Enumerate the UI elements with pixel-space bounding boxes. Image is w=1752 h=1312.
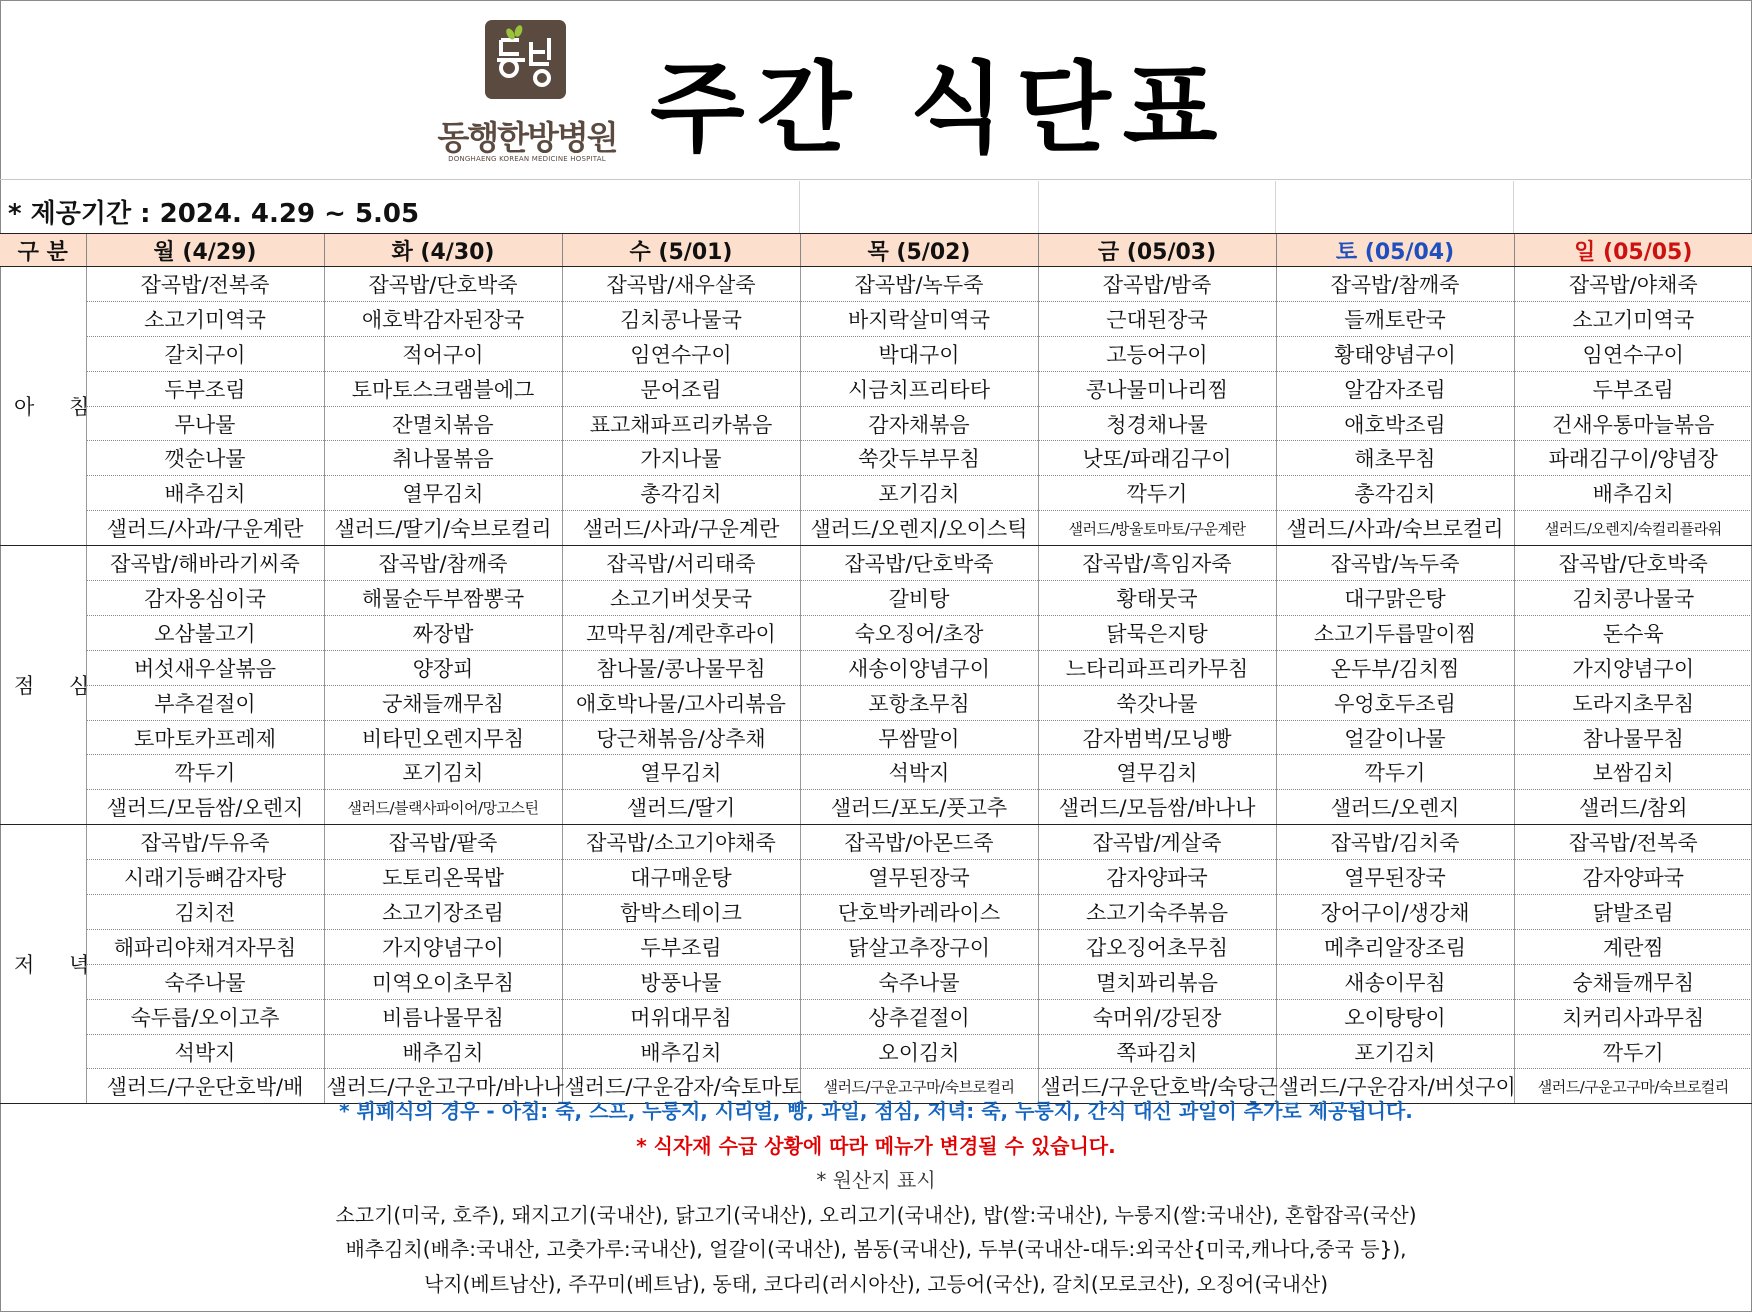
menu-cell: 잡곡밥/전복죽 <box>1514 825 1752 860</box>
table-row <box>0 615 1752 650</box>
menu-cell: 보쌈김치 <box>1514 755 1752 790</box>
menu-cell: 단호박카레라이스 <box>800 895 1038 930</box>
menu-cell: 소고기장조림 <box>324 895 562 930</box>
menu-change-note: * 식자재 수급 상황에 따라 메뉴가 변경될 수 있습니다. <box>636 1133 1116 1158</box>
menu-cell: 배추김치 <box>86 476 324 511</box>
menu-cell: 소고기두릅말이찜 <box>1276 615 1514 650</box>
menu-cell: 황태뭇국 <box>1038 581 1276 616</box>
menu-cell: 샐러드/오렌지 <box>1276 790 1514 825</box>
menu-cell: 깍두기 <box>1038 476 1276 511</box>
day-header-fri: 금 (05/03) <box>1038 234 1276 267</box>
menu-cell: 우엉호두조림 <box>1276 685 1514 720</box>
menu-cell: 잡곡밥/팥죽 <box>324 825 562 860</box>
menu-cell: 비타민오렌지무침 <box>324 720 562 755</box>
weekly-menu-table <box>0 233 1752 1104</box>
menu-cell: 근대된장국 <box>1038 301 1276 336</box>
menu-cell: 샐러드/블랙사파이어/망고스틴 <box>324 790 562 825</box>
menu-cell: 숙오징어/초장 <box>800 615 1038 650</box>
menu-cell: 잡곡밥/단호박죽 <box>800 546 1038 581</box>
menu-cell: 애호박조림 <box>1276 406 1514 441</box>
menu-cell: 당근채볶음/상추채 <box>562 720 800 755</box>
hospital-name: 동행한방병원 <box>437 118 617 157</box>
table-row <box>0 685 1752 720</box>
menu-cell: 포기김치 <box>800 476 1038 511</box>
meal-label: 점 심 <box>0 546 86 825</box>
table-row <box>0 860 1752 895</box>
day-header-mon: 월 (4/29) <box>86 234 324 267</box>
menu-cell: 장어구이/생강채 <box>1276 895 1514 930</box>
menu-cell: 잡곡밥/야채죽 <box>1514 267 1752 302</box>
menu-cell: 숙두릅/오이고추 <box>86 999 324 1034</box>
menu-cell: 꼬막무침/계란후라이 <box>562 615 800 650</box>
menu-cell: 낫또/파래김구이 <box>1038 441 1276 476</box>
menu-cell: 소고기버섯뭇국 <box>562 581 800 616</box>
menu-cell: 짜장밥 <box>324 615 562 650</box>
hospital-name-english: DONGHAENG KOREAN MEDICINE HOSPITAL <box>448 155 606 163</box>
menu-cell: 샐러드/포도/풋고추 <box>800 790 1038 825</box>
menu-cell: 닭묵은지탕 <box>1038 615 1276 650</box>
day-header-sat: 토 (05/04) <box>1276 234 1514 267</box>
menu-cell: 배추김치 <box>324 1034 562 1069</box>
origin-line: 낙지(베트남산), 주꾸미(베트남), 동태, 코다리(러시아산), 고등어(국산), 갈치(모로코산), 오징어(국내산) <box>423 1271 1329 1296</box>
menu-cell: 감자양파국 <box>1514 860 1752 895</box>
menu-cell: 청경채나물 <box>1038 406 1276 441</box>
menu-cell: 오삼불고기 <box>86 615 324 650</box>
menu-cell: 돈수육 <box>1514 615 1752 650</box>
table-row <box>0 650 1752 685</box>
menu-cell: 샐러드/구운단호박/숙당근 <box>1038 1069 1276 1104</box>
menu-cell: 고등어구이 <box>1038 336 1276 371</box>
menu-cell: 열무된장국 <box>1276 860 1514 895</box>
menu-cell: 잡곡밥/게살죽 <box>1038 825 1276 860</box>
menu-cell: 두부조림 <box>562 929 800 964</box>
menu-cell: 두부조림 <box>86 371 324 406</box>
menu-cell: 잡곡밥/녹두죽 <box>1276 546 1514 581</box>
menu-cell: 포기김치 <box>1276 1034 1514 1069</box>
table-row <box>0 441 1752 476</box>
menu-cell: 새송이무침 <box>1276 964 1514 999</box>
menu-cell: 오이탕탕이 <box>1276 999 1514 1034</box>
menu-cell: 표고채파프리카볶음 <box>562 406 800 441</box>
menu-cell: 샐러드/딸기/숙브로컬리 <box>324 511 562 546</box>
menu-cell: 애호박감자된장국 <box>324 301 562 336</box>
menu-cell: 해초무침 <box>1276 441 1514 476</box>
menu-cell: 오이김치 <box>800 1034 1038 1069</box>
day-header-sun: 일 (05/05) <box>1514 234 1752 267</box>
table-row <box>0 895 1752 930</box>
menu-cell: 함박스테이크 <box>562 895 800 930</box>
table-row <box>0 999 1752 1034</box>
menu-cell: 포항초무침 <box>800 685 1038 720</box>
menu-cell: 포기김치 <box>324 755 562 790</box>
menu-cell: 부추겉절이 <box>86 685 324 720</box>
menu-cell: 소고기숙주볶음 <box>1038 895 1276 930</box>
menu-cell: 갈치구이 <box>86 336 324 371</box>
table-row <box>0 336 1752 371</box>
menu-cell: 대구매운탕 <box>562 860 800 895</box>
menu-cell: 닭살고추장구이 <box>800 929 1038 964</box>
menu-cell: 잡곡밥/밤죽 <box>1038 267 1276 302</box>
menu-body <box>0 267 1752 1104</box>
hospital-logo <box>485 20 566 99</box>
menu-cell: 숙주나물 <box>800 964 1038 999</box>
day-header-wed: 수 (5/01) <box>562 234 800 267</box>
menu-cell: 황태양념구이 <box>1276 336 1514 371</box>
menu-cell: 샐러드/모듬쌈/바나나 <box>1038 790 1276 825</box>
table-row <box>0 825 1752 860</box>
menu-cell: 깍두기 <box>1276 755 1514 790</box>
menu-cell: 계란찜 <box>1514 929 1752 964</box>
menu-cell: 무쌈말이 <box>800 720 1038 755</box>
menu-cell: 메추리알장조림 <box>1276 929 1514 964</box>
menu-cell: 샐러드/모듬쌈/오렌지 <box>86 790 324 825</box>
menu-cell: 김치전 <box>86 895 324 930</box>
menu-cell: 적어구이 <box>324 336 562 371</box>
menu-cell: 샐러드/참외 <box>1514 790 1752 825</box>
meal-label: 저 녁 <box>0 825 86 1104</box>
day-header-tue: 화 (4/30) <box>324 234 562 267</box>
menu-cell: 잡곡밥/서리태죽 <box>562 546 800 581</box>
menu-cell: 열무김치 <box>324 476 562 511</box>
menu-cell: 멸치꽈리볶음 <box>1038 964 1276 999</box>
menu-cell: 감자범벅/모닝빵 <box>1038 720 1276 755</box>
table-row <box>0 720 1752 755</box>
menu-cell: 두부조림 <box>1514 371 1752 406</box>
meal-label: 아 침 <box>0 267 86 546</box>
table-row <box>0 790 1752 825</box>
menu-cell: 김치콩나물국 <box>562 301 800 336</box>
menu-cell: 온두부/김치찜 <box>1276 650 1514 685</box>
menu-cell: 잡곡밥/참깨죽 <box>1276 267 1514 302</box>
menu-cell: 열무김치 <box>562 755 800 790</box>
menu-cell: 감자옹심이국 <box>86 581 324 616</box>
table-row <box>0 406 1752 441</box>
menu-cell: 샐러드/구운고구마/숙브로컬리 <box>800 1069 1038 1104</box>
menu-cell: 문어조림 <box>562 371 800 406</box>
logo-mark-icon <box>495 34 555 86</box>
menu-cell: 총각김치 <box>1276 476 1514 511</box>
menu-cell: 잡곡밥/두유죽 <box>86 825 324 860</box>
table-row <box>0 371 1752 406</box>
menu-cell: 해물순두부짬뽕국 <box>324 581 562 616</box>
menu-cell: 잡곡밥/녹두죽 <box>800 267 1038 302</box>
menu-cell: 궁채들깨무침 <box>324 685 562 720</box>
menu-cell: 애호박나물/고사리볶음 <box>562 685 800 720</box>
period-empty-cells <box>799 181 1752 233</box>
footer-notes <box>0 1094 1752 1301</box>
menu-cell: 박대구이 <box>800 336 1038 371</box>
menu-cell: 임연수구이 <box>562 336 800 371</box>
origin-title: * 원산지 표시 <box>816 1168 936 1192</box>
menu-cell: 갈비탕 <box>800 581 1038 616</box>
menu-cell: 숭채들깨무침 <box>1514 964 1752 999</box>
menu-cell: 잡곡밥/흑임자죽 <box>1038 546 1276 581</box>
menu-cell: 대구맑은탕 <box>1276 581 1514 616</box>
menu-cell: 얼갈이나물 <box>1276 720 1514 755</box>
menu-cell: 미역오이초무침 <box>324 964 562 999</box>
menu-cell: 잡곡밥/단호박죽 <box>1514 546 1752 581</box>
menu-cell: 쪽파김치 <box>1038 1034 1276 1069</box>
menu-cell: 샐러드/구운감자/버섯구이 <box>1276 1069 1514 1104</box>
table-row <box>0 929 1752 964</box>
menu-cell: 잡곡밥/참깨죽 <box>324 546 562 581</box>
menu-cell: 가지양념구이 <box>1514 650 1752 685</box>
table-row <box>0 755 1752 790</box>
menu-cell: 무나물 <box>86 406 324 441</box>
table-row <box>0 511 1752 546</box>
menu-cell: 참나물/콩나물무침 <box>562 650 800 685</box>
menu-cell: 쑥갓나물 <box>1038 685 1276 720</box>
menu-cell: 머위대무침 <box>562 999 800 1034</box>
menu-cell: 바지락살미역국 <box>800 301 1038 336</box>
menu-cell: 참나물무침 <box>1514 720 1752 755</box>
menu-cell: 샐러드/구운고구마/바나나 <box>324 1069 562 1104</box>
buffet-note: * 뷔페식의 경우 - 아침: 죽, 스프, 누룽지, 시리얼, 빵, 과일, 점심, 저녁: 죽, 누룽지, 간식 대신 과일이 추가로 제공됩니다. <box>339 1099 1413 1123</box>
menu-cell: 콩나물미나리찜 <box>1038 371 1276 406</box>
menu-cell: 총각김치 <box>562 476 800 511</box>
menu-cell: 시래기등뼈감자탕 <box>86 860 324 895</box>
menu-cell: 잡곡밥/아몬드죽 <box>800 825 1038 860</box>
menu-cell: 잡곡밥/소고기야채죽 <box>562 825 800 860</box>
origin-line: 소고기(미국, 호주), 돼지고기(국내산), 닭고기(국내산), 오리고기(국내산), 밥(쌀:국내산), 누룽지(쌀:국내산), 혼합잡곡(국산) <box>335 1202 1417 1227</box>
menu-cell: 잡곡밥/전복죽 <box>86 267 324 302</box>
menu-cell: 감자채볶음 <box>800 406 1038 441</box>
menu-cell: 비름나물무침 <box>324 999 562 1034</box>
menu-cell: 잡곡밥/단호박죽 <box>324 267 562 302</box>
menu-cell: 치커리사과무침 <box>1514 999 1752 1034</box>
table-row <box>0 476 1752 511</box>
menu-cell: 샐러드/방울토마토/구운계란 <box>1038 511 1276 546</box>
menu-cell: 방풍나물 <box>562 964 800 999</box>
menu-cell: 갑오징어초무침 <box>1038 929 1276 964</box>
menu-cell: 석박지 <box>800 755 1038 790</box>
menu-cell: 토마토카프레제 <box>86 720 324 755</box>
menu-cell: 시금치프리타타 <box>800 371 1038 406</box>
service-period: * 제공기간 : 2024. 4.29 ~ 5.05 <box>8 199 420 229</box>
menu-cell: 버섯새우살볶음 <box>86 650 324 685</box>
menu-cell: 배추김치 <box>1514 476 1752 511</box>
table-row <box>0 546 1752 581</box>
menu-cell: 새송이양념구이 <box>800 650 1038 685</box>
menu-cell: 숙머위/강된장 <box>1038 999 1276 1034</box>
table-row <box>0 581 1752 616</box>
menu-cell: 샐러드/오렌지/오이스틱 <box>800 511 1038 546</box>
menu-cell: 느타리파프리카무침 <box>1038 650 1276 685</box>
table-row <box>0 301 1752 336</box>
period-row <box>0 181 1752 233</box>
page-title: 주간 식단표 <box>650 52 1230 166</box>
menu-cell: 건새우통마늘볶음 <box>1514 406 1752 441</box>
menu-cell: 샐러드/사과/구운계란 <box>86 511 324 546</box>
table-header-row <box>0 234 1752 267</box>
menu-cell: 감자양파국 <box>1038 860 1276 895</box>
menu-cell: 김치콩나물국 <box>1514 581 1752 616</box>
menu-cell: 잡곡밥/해바라기씨죽 <box>86 546 324 581</box>
menu-cell: 깍두기 <box>1514 1034 1752 1069</box>
menu-cell: 해파리야채겨자무침 <box>86 929 324 964</box>
page-header <box>0 0 1752 180</box>
menu-cell: 샐러드/오렌지/숙컬리플라워 <box>1514 511 1752 546</box>
menu-cell: 알감자조림 <box>1276 371 1514 406</box>
menu-cell: 가지나물 <box>562 441 800 476</box>
menu-cell: 석박지 <box>86 1034 324 1069</box>
menu-cell: 들깨토란국 <box>1276 301 1514 336</box>
menu-cell: 파래김구이/양념장 <box>1514 441 1752 476</box>
menu-cell: 샐러드/구운고구마/숙브로컬리 <box>1514 1069 1752 1104</box>
menu-cell: 양장피 <box>324 650 562 685</box>
day-header-thu: 목 (5/02) <box>800 234 1038 267</box>
menu-cell: 잡곡밥/김치죽 <box>1276 825 1514 860</box>
corner-label: 구 분 <box>0 234 86 267</box>
menu-cell: 쑥갓두부무침 <box>800 441 1038 476</box>
menu-cell: 샐러드/구운단호박/배 <box>86 1069 324 1104</box>
menu-cell: 도토리온묵밥 <box>324 860 562 895</box>
menu-cell: 깍두기 <box>86 755 324 790</box>
menu-cell: 소고기미역국 <box>1514 301 1752 336</box>
menu-cell: 상추겉절이 <box>800 999 1038 1034</box>
menu-cell: 열무된장국 <box>800 860 1038 895</box>
menu-cell: 샐러드/구운감자/숙토마토 <box>562 1069 800 1104</box>
menu-cell: 취나물볶음 <box>324 441 562 476</box>
menu-cell: 숙주나물 <box>86 964 324 999</box>
menu-cell: 샐러드/딸기 <box>562 790 800 825</box>
table-row <box>0 964 1752 999</box>
menu-cell: 깻순나물 <box>86 441 324 476</box>
table-row <box>0 267 1752 302</box>
menu-cell: 소고기미역국 <box>86 301 324 336</box>
menu-cell: 도라지초무침 <box>1514 685 1752 720</box>
menu-cell: 배추김치 <box>562 1034 800 1069</box>
menu-cell: 샐러드/사과/구운계란 <box>562 511 800 546</box>
menu-cell: 닭발조림 <box>1514 895 1752 930</box>
menu-cell: 샐러드/사과/숙브로컬리 <box>1276 511 1514 546</box>
menu-cell: 열무김치 <box>1038 755 1276 790</box>
menu-cell: 잔멸치볶음 <box>324 406 562 441</box>
menu-cell: 가지양념구이 <box>324 929 562 964</box>
menu-cell: 잡곡밥/새우살죽 <box>562 267 800 302</box>
menu-cell: 임연수구이 <box>1514 336 1752 371</box>
origin-line: 배추김치(배추:국내산, 고춧가루:국내산), 얼갈이(국내산), 봄동(국내산), 두부(국내산-대두:외국산{미국,캐나다,중국 등}), <box>345 1237 1407 1261</box>
menu-cell: 토마토스크램블에그 <box>324 371 562 406</box>
table-row <box>0 1034 1752 1069</box>
